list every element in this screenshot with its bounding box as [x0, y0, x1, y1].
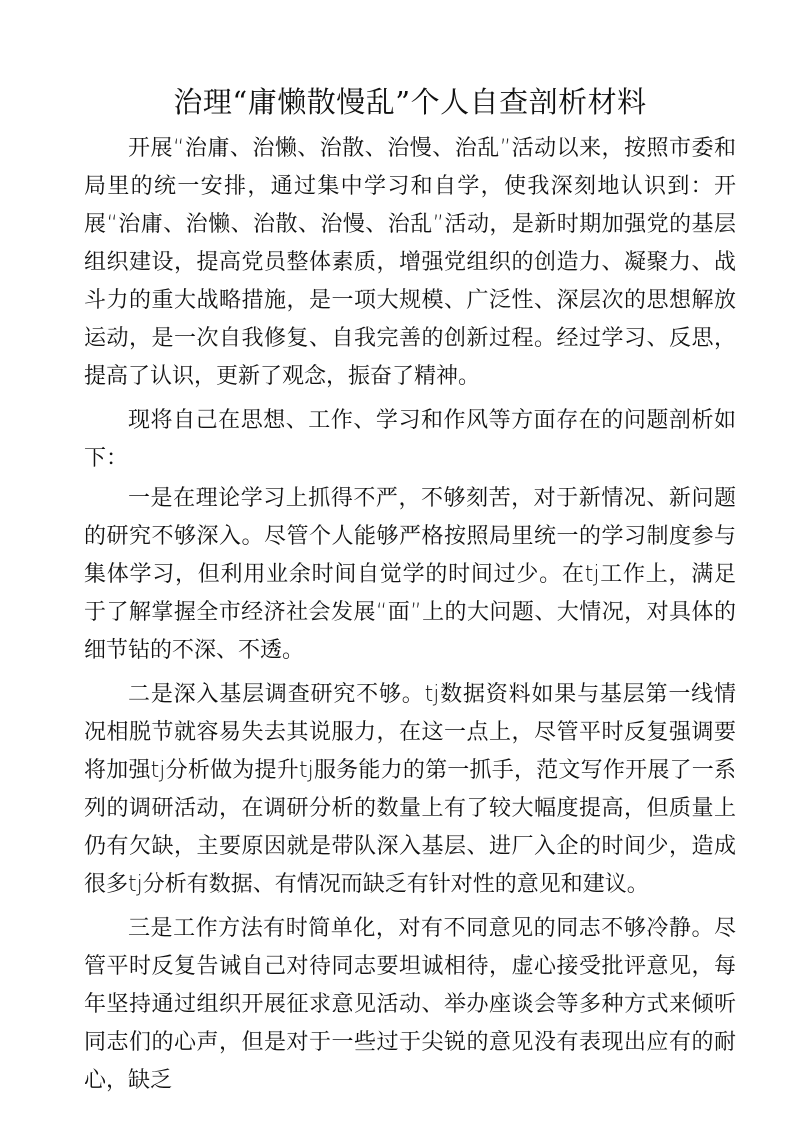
paragraph-intro: 开展“治庸、治懒、治散、治慢、治乱”活动以来，按照市委和局里的统一安排，通过集中学习和自学，使我深刻地认识到：开展“治庸、治懒、治散、治慢、治乱”活动，是新时期加强党的基层组织建设，提高党员整体素质，增强党组织的创造力、凝聚力、战斗力的重大战略措施，是一项大规模、广泛性、深层次的思想解放运动，是一次自我修复、自我完善的创新过程。经过学习、反思，提高了认识，更新了观念，振奋了精神。: [84, 136, 737, 389]
paragraph-lead-in: 现将自己在思想、工作、学习和作风等方面存在的问题剖析如下：: [84, 408, 736, 471]
paragraph-issue-3: 三是工作方法有时简单化，对有不同意见的同志不够冷静。尽管平时反复告诫自己对待同志要坦诚相待，虚心接受批评意见，每年坚持通过组织开展征求意见活动、举办座谈会等多种方式来倾听同志们的心声，但是对于一些过于尖锐的意见没有表现出应有的耐心，缺乏: [84, 916, 736, 1093]
paragraph-issue-1: 一是在理论学习上抓得不严，不够刻苦，对于新情况、新问题的研究不够深入。尽管个人能够严格按照局里统一的学习制度参与集体学习，但利用业余时间自觉学的时间过少。在tj工作上，满足于了解掌握全市经济社会发展“面”上的大问题、大情况，对具体的细节钻的不深、不透。: [84, 486, 736, 663]
paragraph-issue-2: 二是深入基层调查研究不够。tj数据资料如果与基层第一线情况相脱节就容易失去其说服力，在这一点上，尽管平时反复强调要将加强tj分析做为提升tj服务能力的第一抓手，范文写作开展了一系列的调研活动，在调研分析的数量上有了较大幅度提高，但质量上仍有欠缺，主要原因就是带队深入基层、进厂入企的时间少，造成很多tj分析有数据、有情况而缺乏有针对性的意见和建议。: [84, 682, 736, 897]
document-title: 治理“庸懒散慢乱”个人自查剖析材料: [173, 85, 647, 119]
